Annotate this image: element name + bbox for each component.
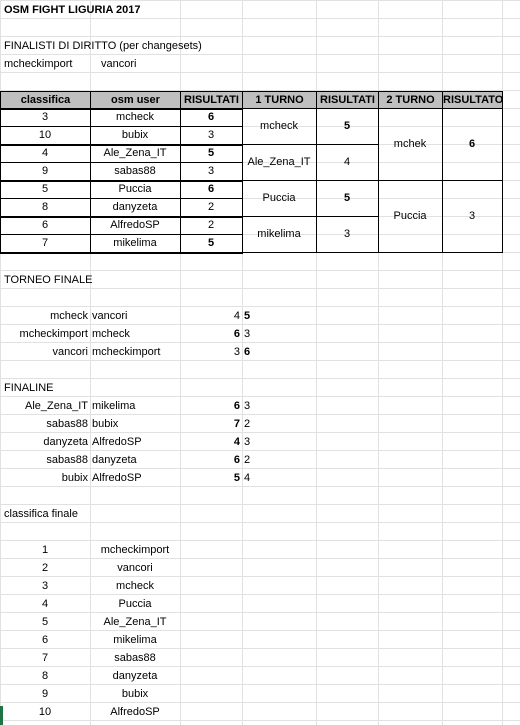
turno1-score[interactable]: 4 [343,156,351,168]
torneo-player2[interactable]: vancori [92,310,128,322]
score-cell[interactable]: 5 [207,147,215,159]
score-cell[interactable]: 3 [207,129,215,141]
finaline-player2[interactable]: danyzeta [92,454,137,466]
turno2-user[interactable]: mchek [393,138,427,150]
group-separator [0,108,243,110]
rank-cell[interactable]: 5 [41,183,49,195]
user-cell[interactable]: Ale_Zena_IT [103,147,167,159]
finaline-score1[interactable]: 7 [233,418,240,430]
rank-cell[interactable]: 4 [41,147,49,159]
turno1-score[interactable]: 5 [343,120,351,132]
final-user[interactable]: Puccia [118,598,152,610]
final-position[interactable]: 10 [38,706,52,718]
header-0[interactable]: classifica [0,91,91,109]
table-cell-border [180,108,243,127]
finaline-player1[interactable]: sabas88 [46,418,88,430]
user-cell[interactable]: sabas88 [114,165,156,177]
final-position[interactable]: 2 [41,562,49,574]
user-cell[interactable]: Puccia [118,183,152,195]
finaline-score1[interactable]: 4 [233,436,240,448]
finalisti-heading[interactable]: FINALISTI DI DIRITTO (per changesets) [4,40,202,52]
final-user[interactable]: mikelima [113,634,157,646]
finaline-player1[interactable]: Ale_Zena_IT [25,400,88,412]
rank-cell[interactable]: 7 [41,237,49,249]
table-cell-border [0,108,91,127]
user-cell[interactable]: bubix [121,129,149,141]
finaline-score2[interactable]: 3 [244,436,251,448]
rank-cell[interactable]: 8 [41,201,49,213]
risultato-score[interactable]: 3 [468,210,476,222]
final-position[interactable]: 8 [41,670,49,682]
torneo-score1[interactable]: 6 [233,328,240,340]
group-separator [0,216,243,218]
risultato-score[interactable]: 6 [468,138,476,150]
torneo-player1[interactable]: mcheck [50,310,88,322]
header-4[interactable]: RISULTATI [316,91,379,109]
finaline-score1[interactable]: 6 [233,400,240,412]
score-cell[interactable]: 2 [207,219,215,231]
table-cell-border [0,216,91,235]
group-separator [0,252,243,254]
table-cell-border [180,216,243,235]
table-cell-border [180,180,243,199]
torneo-heading[interactable]: TORNEO FINALE [4,274,93,286]
table-cell-border [180,126,243,145]
finaline-score1[interactable]: 5 [233,472,240,484]
table-cell-border [0,180,91,199]
table-cell-border [90,234,181,253]
finaline-score2[interactable]: 2 [244,454,251,466]
final-position[interactable]: 1 [41,544,49,556]
table-cell-border [90,198,181,217]
torneo-player1[interactable]: mcheckimport [19,328,88,340]
table-cell-border [90,162,181,181]
score-cell[interactable]: 5 [207,237,215,249]
final-user[interactable]: Ale_Zena_IT [103,616,167,628]
turno1-score[interactable]: 3 [343,228,351,240]
turno1-score[interactable]: 5 [343,192,351,204]
final-position[interactable]: 9 [41,688,49,700]
table-cell-border [0,162,91,181]
rank-cell[interactable]: 3 [41,111,49,123]
finaline-score1[interactable]: 6 [233,454,240,466]
final-position[interactable]: 4 [41,598,49,610]
table-cell-border [180,162,243,181]
table-cell-border [90,180,181,199]
table-cell-border [180,198,243,217]
turno1-user[interactable]: mikelima [257,228,301,240]
row-selection-indicator [0,706,3,725]
user-cell[interactable]: mcheck [116,111,154,123]
header-2[interactable]: RISULTATI [180,91,243,109]
table-cell-border [0,198,91,217]
table-cell-border [90,144,181,163]
turno2-user[interactable]: Puccia [393,210,427,222]
score-cell[interactable]: 6 [207,111,215,123]
final-user[interactable]: vancori [117,562,153,574]
rank-cell[interactable]: 9 [41,165,49,177]
finalista-a[interactable]: mcheckimport [4,58,73,70]
torneo-score2[interactable]: 3 [244,328,251,340]
header-1[interactable]: osm user [90,91,181,109]
torneo-player1[interactable]: vancori [52,346,88,358]
score-cell[interactable]: 6 [207,183,215,195]
table-cell-border [90,126,181,145]
finaline-player2[interactable]: AlfredoSP [92,472,142,484]
finaline-score2[interactable]: 4 [244,472,251,484]
user-cell[interactable]: AlfredoSP [110,219,160,231]
score-cell[interactable]: 3 [207,165,215,177]
table-cell-border [180,144,243,163]
finaline-score2[interactable]: 2 [244,418,251,430]
finaline-player1[interactable]: bubix [61,472,88,484]
user-cell[interactable]: danyzeta [112,201,158,213]
finaline-score2[interactable]: 3 [244,400,251,412]
finaline-player1[interactable]: danyzeta [43,436,88,448]
final-position[interactable]: 5 [41,616,49,628]
finaline-player1[interactable]: sabas88 [46,454,88,466]
final-user[interactable]: AlfredoSP [110,706,160,718]
torneo-score1[interactable]: 3 [233,346,240,358]
table-cell-border [180,234,243,253]
finaline-heading[interactable]: FINALINE [4,382,54,394]
finaline-player2[interactable]: AlfredoSP [92,436,142,448]
final-user[interactable]: danyzeta [112,670,158,682]
group-separator [0,144,243,146]
table-cell-border [90,216,181,235]
torneo-score2[interactable]: 5 [244,310,251,322]
final-position[interactable]: 6 [41,634,49,646]
finaline-player2[interactable]: mikelima [92,400,136,412]
sheet-title[interactable]: OSM FIGHT LIGURIA 2017 [4,4,141,16]
finaline-player2[interactable]: bubix [92,418,119,430]
torneo-score2[interactable]: 6 [244,346,251,358]
turno1-user[interactable]: Ale_Zena_IT [247,156,311,168]
final-position[interactable]: 7 [41,652,49,664]
rank-cell[interactable]: 10 [38,129,52,141]
final-user[interactable]: mcheck [116,580,154,592]
rank-cell[interactable]: 6 [41,219,49,231]
group-separator [0,180,243,182]
torneo-player2[interactable]: mcheckimport [92,346,161,358]
torneo-player2[interactable]: mcheck [92,328,130,340]
table-cell-border [0,126,91,145]
table-cell-border [90,108,181,127]
final-user[interactable]: mcheckimport [100,544,170,556]
turno1-user[interactable]: mcheck [260,120,298,132]
final-user[interactable]: sabas88 [114,652,156,664]
classifica-heading[interactable]: classifica finale [4,508,78,520]
score-cell[interactable]: 2 [207,201,215,213]
torneo-score1[interactable]: 4 [233,310,240,322]
turno1-user[interactable]: Puccia [262,192,296,204]
table-cell-border [0,234,91,253]
header-3[interactable]: 1 TURNO [242,91,317,109]
final-position[interactable]: 3 [41,580,49,592]
user-cell[interactable]: mikelima [113,237,157,249]
header-6[interactable]: RISULTATO [442,91,503,109]
final-user[interactable]: bubix [121,688,149,700]
header-5[interactable]: 2 TURNO [378,91,443,109]
table-cell-border [0,144,91,163]
finalista-b[interactable]: vancori [101,58,137,70]
